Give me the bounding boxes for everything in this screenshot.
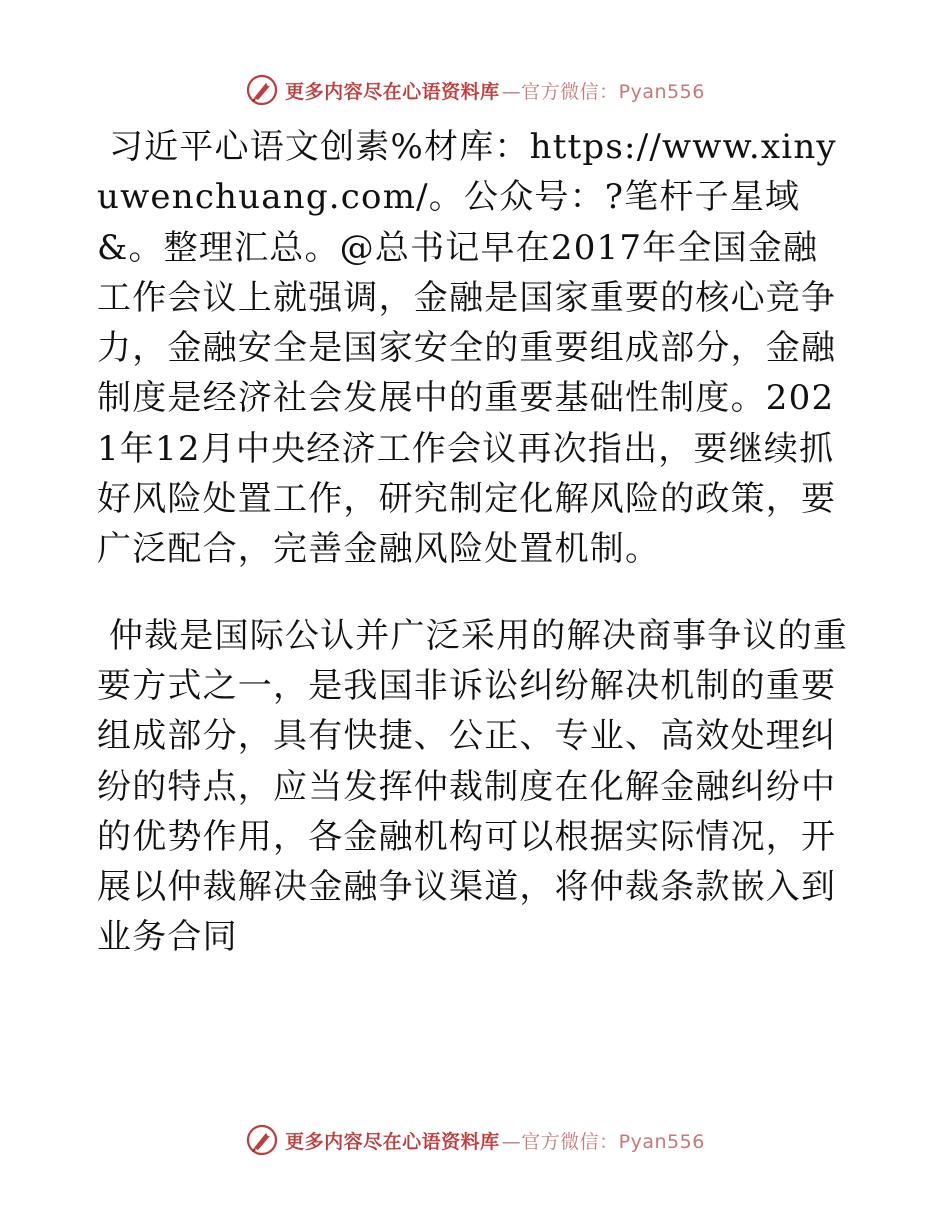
header-banner <box>0 70 950 110</box>
footer-banner <box>0 1120 950 1160</box>
footer-banner-main: 更多内容尽在心语资料库 <box>285 1130 500 1153</box>
paragraph-1: 习近平心语文创素%材库：https://www.xinyuwenchuang.com/。公众号：?笔杆子星域&。整理汇总。@总书记早在2017年全国金融工作会议上就强调，金融是国家重要的核心竞争力，金融安全是国家安全的重要组成部分，金融制度是经济社会发展中的重要基础性制度。2021年12月中央经济工作会议再次指出，要继续抓好风险处置工作，研究制定化解风险的政策，要广泛配合，完善金融风险处置机制。 <box>97 127 837 570</box>
quill-pen-icon <box>245 1123 279 1157</box>
paragraph-2: 仲裁是国际公认并广泛采用的解决商事争议的重要方式之一，是我国非诉讼纠纷解决机制的重要组成部分，具有快捷、公正、专业、高效处理纠纷的特点，应当发挥仲裁制度在化解金融纠纷中的优势作用，各金融机构可以根据实际情况，开展以仲裁解决金融争议渠道，将仲裁条款嵌入到业务合同 <box>97 615 849 958</box>
header-banner-sub: —官方微信：Pyan556 <box>501 80 705 103</box>
footer-banner-sub: —官方微信：Pyan556 <box>501 1130 705 1153</box>
quill-pen-icon <box>245 73 279 107</box>
document-body <box>97 122 849 963</box>
header-banner-main: 更多内容尽在心语资料库 <box>285 80 500 103</box>
